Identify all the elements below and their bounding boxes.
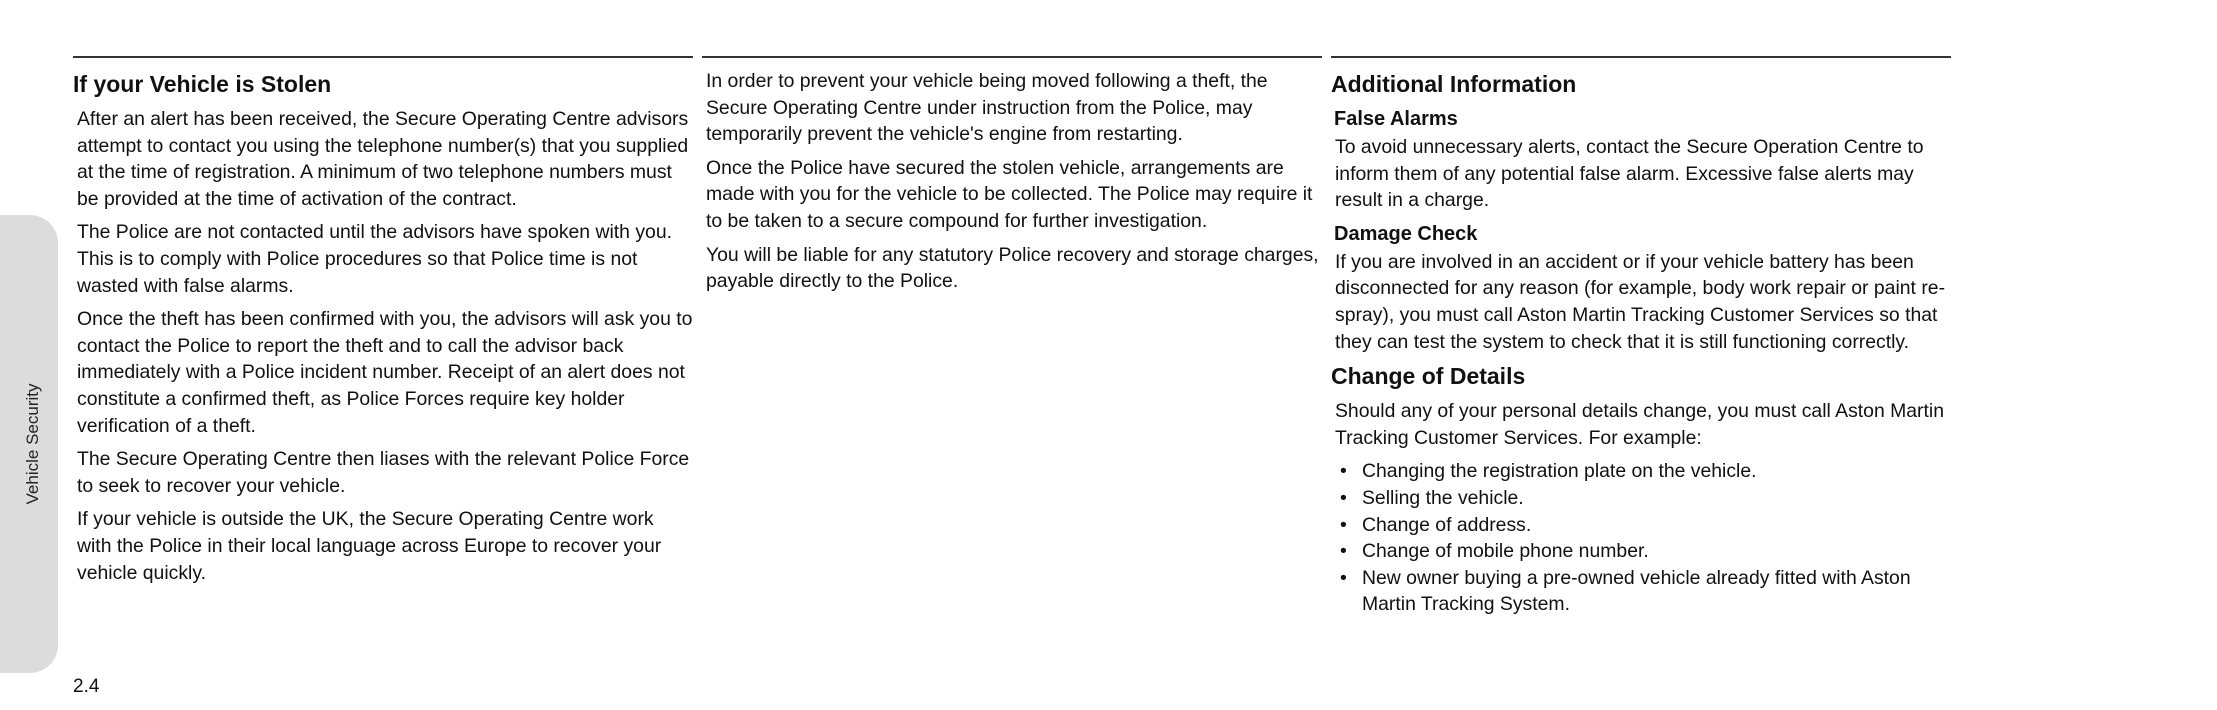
heading-vehicle-stolen: If your Vehicle is Stolen: [73, 71, 332, 97]
list-item: [1335, 512, 1951, 539]
paragraph-false-alarms: To avoid unnecessary alerts, contact the Secure Operation Centre to inform them of any potential false alarm. Excessive false alerts may result in a charge.: [1335, 136, 1924, 212]
list-item-text: Change of mobile phone number.: [1362, 540, 1649, 563]
list-item-text: New owner buying a pre-owned vehicle already fitted with Aston Martin Tracking System.: [1362, 566, 1911, 616]
paragraph: If your vehicle is outside the UK, the Secure Operating Centre work with the Police in their local language across Europe to recover your vehicle quickly.: [77, 508, 662, 584]
change-of-details-list: [1335, 458, 1951, 618]
paragraph-damage-check: If you are involved in an accident or if your vehicle battery has been disconnected for any reason (for example, body work repair or paint re-spray), you must call Aston Martin Tracking Customer Services so that they can test the system to check that it is still functioning correctly.: [1335, 250, 1946, 353]
heading-change-of-details: Change of Details: [1331, 363, 1526, 390]
paragraph: Once the theft has been confirmed with you, the advisors will ask you to contact the Police to report the theft and to call the advisor back immediately with a Police incident number. Receipt of an alert does not constitute a confirmed theft, as Police Forces require key holder verification of a theft.: [77, 308, 693, 437]
list-item-text: Selling the vehicle.: [1362, 486, 1524, 509]
paragraph: The Police are not contacted until the advisors have spoken with you. This is to comply with Police procedures so that Police time is not wasted with false alarms.: [77, 221, 672, 297]
list-item-text: Changing the registration plate on the vehicle.: [1362, 460, 1757, 483]
list-item: [1335, 565, 1951, 618]
paragraph: After an alert has been received, the Secure Operating Centre advisors attempt to contact you using the telephone number(s) that you supplied at the time of registration. A minimum of two telephone numbers must be provided at the time of activation of the contract.: [77, 108, 689, 210]
column-vehicle-stolen: [73, 56, 693, 593]
paragraph-change-of-details: Should any of your personal details change, you must call Aston Martin Tracking Customer Services. For example:: [1335, 400, 1944, 449]
column-additional-information: [1331, 56, 1951, 618]
heading-additional-information: Additional Information: [1331, 71, 1577, 97]
subheading-false-alarms: False Alarms: [1334, 108, 1458, 130]
bullet-icon: •: [1340, 513, 1347, 536]
list-item: [1335, 485, 1951, 512]
list-item: [1335, 458, 1951, 485]
bullet-icon: •: [1340, 460, 1347, 483]
bullet-icon: •: [1340, 566, 1347, 589]
list-item: [1335, 538, 1951, 565]
paragraph: Once the Police have secured the stolen vehicle, arrangements are made with you for the vehicle to be collected. The Police may require it to be taken to a secure compound for further investigation.: [706, 156, 1313, 232]
subheading-damage-check: Damage Check: [1334, 222, 1478, 245]
paragraph: In order to prevent your vehicle being moved following a theft, the Secure Operating Centre under instruction from the Police, may temporarily prevent the vehicle's engine from restarting.: [706, 70, 1268, 146]
column-theft-continued: [702, 56, 1322, 302]
bullet-icon: •: [1340, 540, 1347, 563]
section-side-tab-label: Vehicle Security: [23, 383, 42, 505]
bullet-icon: •: [1340, 486, 1347, 509]
paragraph: You will be liable for any statutory Police recovery and storage charges, payable directly to the Police.: [706, 243, 1319, 293]
list-item-text: Change of address.: [1362, 513, 1532, 536]
paragraph: The Secure Operating Centre then liases with the relevant Police Force to seek to recover your vehicle.: [77, 448, 690, 497]
page-number: 2.4: [73, 676, 100, 697]
